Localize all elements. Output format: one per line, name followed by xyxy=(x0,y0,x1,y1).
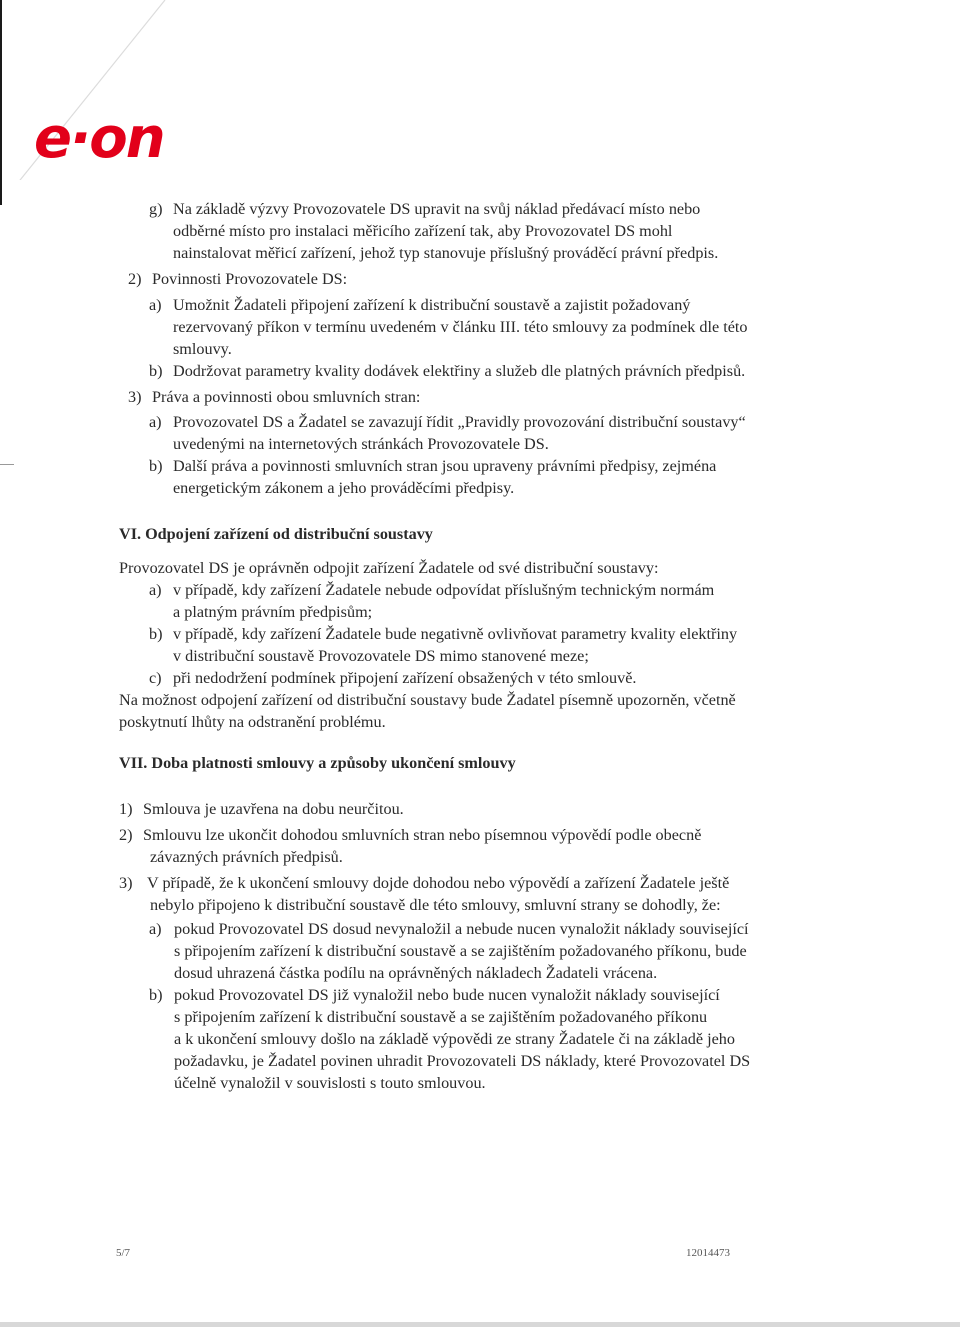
vi-b-line-2 xyxy=(173,645,589,667)
item-2-line-1 xyxy=(128,268,347,290)
line-text: smlouvy. xyxy=(173,340,232,358)
vi-c-line-1 xyxy=(149,667,636,689)
vii-3-line-2 xyxy=(150,894,721,916)
scan-edge-bottom xyxy=(0,1322,960,1327)
vi-a-line-1 xyxy=(149,579,714,601)
line-text: poskytnutí lhůty na odstranění problému. xyxy=(119,713,386,731)
line-text: rezervovaný příkon v termínu uvedeném v článku III. této smlouvy za podmínek dle této xyxy=(173,318,748,336)
item-2a-line-2 xyxy=(173,316,747,338)
item-1g-line-2 xyxy=(173,220,672,242)
heading-vii xyxy=(119,754,516,773)
vii-3a-line-3 xyxy=(174,962,657,984)
line-text: a k ukončení smlouvy došlo na základě výpovědi ze strany Žadatele či na základě jeho xyxy=(174,1030,735,1048)
line-text: Na možnost odpojení zařízení od distribuční soustavy bude Žadatel písemně upozorněn, včetně xyxy=(119,691,736,709)
page-number: 5/7 xyxy=(116,1247,131,1259)
vi-outro-line-2 xyxy=(119,711,386,733)
line-text: Povinnosti Provozovatele DS: xyxy=(152,270,348,288)
line-text: Smlouva je uzavřena na dobu neurčitou. xyxy=(143,800,404,818)
list-marker: 1) xyxy=(119,800,133,818)
scan-edge-left xyxy=(0,0,2,205)
list-marker: b) xyxy=(149,986,163,1004)
eon-logo xyxy=(0,0,260,180)
vii-3a-line-2 xyxy=(174,940,747,962)
item-1g-line-1 xyxy=(149,198,700,220)
logo-wordmark: e·on xyxy=(34,106,164,171)
line-text: požadavku, je Žadatel povinen uhradit Provozovateli DS náklady, které Provozovatel DS xyxy=(174,1052,751,1070)
vii-3a-line-1 xyxy=(149,918,749,940)
list-marker: 3) xyxy=(119,874,133,892)
item-3b-line-1 xyxy=(149,455,716,477)
line-text: v distribuční soustavě Provozovatele DS mimo stanovené meze; xyxy=(173,647,589,665)
item-3-line-1 xyxy=(128,386,420,408)
scan-mark-left xyxy=(0,464,14,465)
line-text: nainstalovat měřicí zařízení, jehož typ stanovuje příslušný prováděcí právní předpis. xyxy=(173,244,719,262)
line-text: Provozovatel DS a Žadatel se zavazují řídit „Pravidly provozování distribuční soustavy“ xyxy=(173,413,746,431)
line-text: pokud Provozovatel DS již vynaložil nebo bude nucen vynaložit náklady související xyxy=(174,986,720,1004)
list-marker: c) xyxy=(149,669,162,687)
line-text: Provozovatel DS je oprávněn odpojit zařízení Žadatele od své distribuční soustavy: xyxy=(119,559,659,577)
line-text: Dodržovat parametry kvality dodávek elektřiny a služeb dle platných právních předpisů. xyxy=(173,362,746,380)
item-3a-line-1 xyxy=(149,411,746,433)
item-3a-line-2 xyxy=(173,433,549,455)
item-2a-line-3 xyxy=(173,338,232,360)
vii-3b-line-1 xyxy=(149,984,720,1006)
list-marker: a) xyxy=(149,296,162,314)
list-marker: b) xyxy=(149,625,163,643)
vi-b-line-1 xyxy=(149,623,737,645)
line-text: nebylo připojeno k distribuční soustavě dle této smlouvy, smluvní strany se dohodly, že: xyxy=(150,896,721,914)
line-text: pokud Provozovatel DS dosud nevynaložil a nebude nucen vynaložit náklady související xyxy=(174,920,749,938)
line-text: Umožnit Žadateli připojení zařízení k distribuční soustavě a zajistit požadovaný xyxy=(173,296,691,314)
item-3b-line-2 xyxy=(173,477,514,499)
line-text: s připojením zařízení k distribuční soustavě a se zajištěním požadovaného příkonu, bude xyxy=(174,942,747,960)
line-text: Na základě výzvy Provozovatele DS upravit na svůj náklad předávací místo nebo xyxy=(173,200,701,218)
section-heading-text: VI. Odpojení zařízení od distribuční soustavy xyxy=(119,525,433,543)
line-text: Smlouvu lze ukončit dohodou smluvních stran nebo písemnou výpovědí podle obecně xyxy=(143,826,702,844)
line-text: Další práva a povinnosti smluvních stran jsou upraveny právními předpisy, zejména xyxy=(173,457,717,475)
list-marker: a) xyxy=(149,413,162,431)
list-marker: b) xyxy=(149,362,163,380)
vii-3-line-1 xyxy=(119,872,729,894)
line-text: v případě, kdy zařízení Žadatele nebude odpovídat příslušným technickým normám xyxy=(173,581,715,599)
heading-vi xyxy=(119,525,433,544)
item-2a-line-1 xyxy=(149,294,690,316)
list-marker: 3) xyxy=(128,388,142,406)
line-text: odběrné místo pro instalaci měřicího zařízení tak, aby Provozovatel DS mohl xyxy=(173,222,673,240)
vii-3b-line-4 xyxy=(174,1050,750,1072)
line-text: účelně vynaložil v souvislosti s touto smlouvou. xyxy=(174,1074,486,1092)
item-1g-line-3 xyxy=(173,242,718,264)
line-text: s připojením zařízení k distribuční soustavě a se zajištěním požadovaného příkonu xyxy=(174,1008,708,1026)
line-text: v případě, kdy zařízení Žadatele bude negativně ovlivňovat parametry kvality elektřiny xyxy=(173,625,738,643)
list-marker: g) xyxy=(149,200,163,218)
line-text: závazných právních předpisů. xyxy=(150,848,343,866)
line-text: při nedodržení podmínek připojení zařízení obsažených v této smlouvě. xyxy=(173,669,637,687)
vi-a-line-2 xyxy=(173,601,372,623)
line-text: V případě, že k ukončení smlouvy dojde dohodou nebo výpovědí a zařízení Žadatele ještě xyxy=(147,874,730,892)
list-marker: b) xyxy=(149,457,163,475)
line-text: energetickým zákonem a jeho prováděcími předpisy. xyxy=(173,479,515,497)
list-marker: a) xyxy=(149,920,162,938)
vii-3b-line-5 xyxy=(174,1072,486,1094)
list-marker: a) xyxy=(149,581,162,599)
section-heading-text: VII. Doba platnosti smlouvy a způsoby ukončení smlouvy xyxy=(119,754,516,772)
document-id: 12014473 xyxy=(686,1247,730,1259)
vi-intro xyxy=(119,557,658,579)
vii-2-line-1 xyxy=(119,824,701,846)
line-text: dosud uhrazená částka podílu na oprávněných nákladech Žadateli vrácena. xyxy=(174,964,658,982)
line-text: a platným právním předpisům; xyxy=(173,603,373,621)
vii-1-line-1 xyxy=(119,798,404,820)
vi-outro-line-1 xyxy=(119,689,736,711)
line-text: Práva a povinnosti obou smluvních stran: xyxy=(152,388,421,406)
vii-3b-line-3 xyxy=(174,1028,735,1050)
vii-3b-line-2 xyxy=(174,1006,707,1028)
item-2b-line-1 xyxy=(149,360,745,382)
vii-2-line-2 xyxy=(150,846,343,868)
list-marker: 2) xyxy=(119,826,133,844)
line-text: uvedenými na internetových stránkách Provozovatele DS. xyxy=(173,435,549,453)
list-marker: 2) xyxy=(128,270,142,288)
